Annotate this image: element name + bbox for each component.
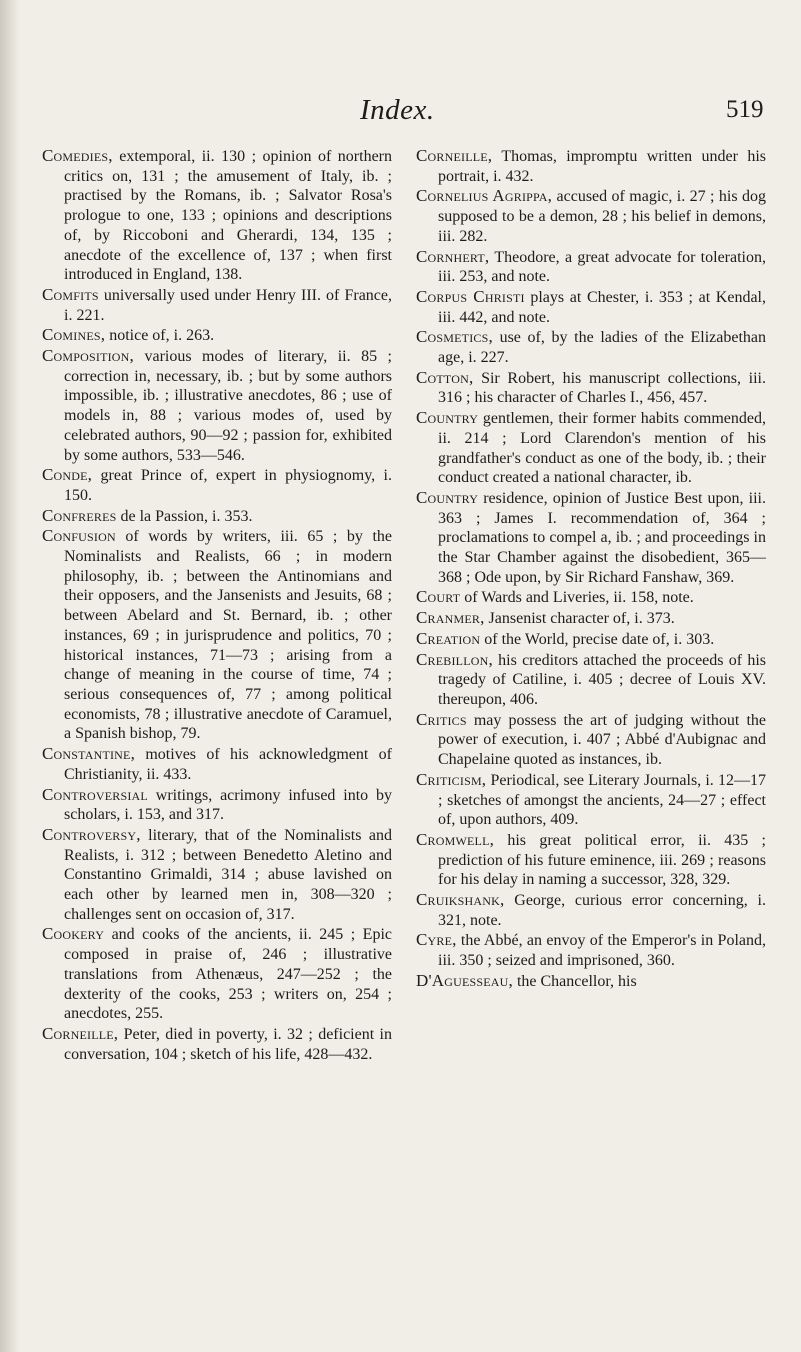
index-entry [416, 650, 766, 710]
index-entry-text: Peter, died in poverty, i. 32 ; deficient in conversation, 104 ; sketch of his life, 428—432. [64, 1025, 392, 1063]
index-entry [416, 247, 766, 287]
index-entry-heading: Comfits [42, 284, 99, 304]
index-entry-text: and cooks of the ancients, ii. 245 ; Epic composed in praise of, 246 ; illustrative translations from Athenæus, 247—252 ; the dexterity of the cooks, 253 ; writers on, 254 ; anecdotes, 255. [64, 926, 392, 1023]
index-entry [416, 770, 766, 830]
index-entry-text: his creditors attached the proceeds of his tragedy of Catiline, i. 405 ; decree of Louis XV. thereupon, 406. [438, 651, 766, 708]
index-entry-text: gentlemen, their former habits commended, ii. 214 ; Lord Clarendon's mention of his grandfather's conduct as one of the body, ib. ; their conduct created a national character, ib. [438, 410, 766, 487]
index-entry [42, 924, 392, 1024]
index-entry [416, 327, 766, 367]
index-columns [42, 146, 766, 1326]
index-entry [42, 146, 392, 285]
index-entry-text: writings, acrimony infused into by scholars, i. 153, and 317. [64, 786, 392, 824]
index-entry-heading: Country [416, 487, 479, 507]
index-entry-heading: Conde, [42, 465, 93, 485]
index-entry [42, 346, 392, 465]
index-entry-heading: Court [416, 587, 461, 607]
index-entry [416, 368, 766, 408]
index-entry [416, 629, 766, 650]
index-entry-heading: Confusion [42, 526, 116, 546]
index-entry-text: residence, opinion of Justice Best upon, iii. 363 ; James I. recommendation of, 364 ; proclamations to compel a, ib. ; and proceedings in the Star Chamber against the disobedient, 365—368 ; Ode upon, by Sir Richard Fanshaw, 369. [438, 489, 766, 586]
index-entry-heading: Corpus Christi [416, 286, 525, 306]
index-entry-heading: Criticism, [416, 769, 487, 789]
index-entry [416, 587, 766, 608]
index-entry-text: use of, by the ladies of the Elizabethan age, i. 227. [438, 329, 766, 367]
page-header [0, 94, 801, 144]
index-entry-heading: Comines, [42, 325, 106, 345]
index-entry-heading: Controversial [42, 784, 148, 804]
index-entry-text: accused of magic, i. 27 ; his dog supposed to be a demon, 28 ; his belief in demons, iii. 282. [438, 188, 766, 245]
index-entry-text: motives of his acknowledgment of Christianity, ii. 433. [64, 746, 392, 783]
index-entry-text: may possess the art of judging without the power of execution, i. 407 ; Abbé d'Aubignac and Chapelaine quoted as instances, ib. [438, 711, 766, 769]
index-entry [42, 825, 392, 925]
index-entry-heading: Country [416, 408, 479, 428]
index-entry-heading: Cranmer, [416, 608, 485, 628]
index-entry-heading: Confreres [42, 505, 117, 525]
index-entry-text: Theodore, a great advocate for toleration, iii. 253, and note. [438, 248, 766, 286]
index-entry-text: various modes of literary, ii. 85 ; correction in, necessary, ib. ; but by some authors impossible, ib. ; illustrative anecdotes, 86 ; use of models in, 88 ; various modes of, used by celebrated authors, 90—92 ; passion for, exhibited by some authors, 533—546. [64, 348, 392, 464]
index-entry-text: notice of, i. 263. [105, 327, 215, 345]
index-entry [416, 186, 766, 246]
index-entry-heading: Critics [416, 709, 467, 729]
index-entry [416, 930, 766, 970]
index-entry-text: Sir Robert, his manuscript collections, iii. 316 ; his character of Charles I., 456, 457. [438, 369, 766, 407]
index-entry-heading: Corneille, [416, 146, 493, 165]
index-entry-heading: Cotton, [416, 367, 474, 387]
index-entry-heading: Comedies, [42, 146, 113, 165]
index-entry-heading: Creation [416, 628, 481, 648]
index-entry [42, 325, 392, 346]
index-entry [416, 890, 766, 930]
index-entry [416, 146, 766, 186]
index-entry [416, 408, 766, 488]
index-entry-heading: Constantine, [42, 744, 136, 764]
index-entry [416, 710, 766, 770]
index-entry [42, 465, 392, 505]
index-entry [42, 506, 392, 527]
index-entry-heading: Cromwell, [416, 829, 495, 849]
index-entry-text: George, curious error concerning, i. 321, note. [438, 892, 766, 929]
index-entry-text: of words by writers, iii. 65 ; by the Nominalists and Realists, 66 ; in modern philosophy, ib. ; between the Antinomians and their opposers, and the Jansenists and Jesuits, 68 ; between Abelard and St. Bernard, ib. ; other instances, 69 ; in jurisprudence and politics, 70 ; historical instances, 71—73 ; arising from a change of meaning in the course of time, 74 ; serious consequences of, 77 ; among political economists, 78 ; illustrative anecdote of Caramuel, a Spanish bishop, 79. [64, 528, 392, 743]
index-entry [42, 285, 392, 325]
index-entry-text: Thomas, impromptu written under his portrait, i. 432. [438, 148, 766, 185]
index-entry-heading: Corneille, [42, 1023, 119, 1043]
index-entry-text: Jansenist character of, i. 373. [484, 610, 675, 628]
page-binding-edge [0, 0, 20, 1352]
index-entry-heading: Cookery [42, 924, 105, 944]
index-column-right [416, 146, 766, 992]
index-entry [42, 785, 392, 825]
index-entry-heading: Cyre, [416, 930, 457, 950]
index-entry-text: the Chancellor, his [512, 972, 637, 990]
index-entry-text: universally used under Henry III. of France, i. 221. [64, 286, 392, 324]
index-entry [416, 608, 766, 629]
index-entry-text: de la Passion, i. 353. [116, 507, 253, 525]
index-entry [416, 488, 766, 588]
index-entry-heading: Composition, [42, 346, 134, 366]
index-entry-heading: Cosmetics, [416, 327, 493, 347]
page-number: 519 [726, 96, 764, 123]
index-entry-text: plays at Chester, i. 353 ; at Kendal, iii. 442, and note. [438, 288, 766, 326]
index-entry-heading: Controversy, [42, 824, 141, 844]
index-entry [416, 287, 766, 327]
index-entry [416, 971, 766, 992]
index-column-left [42, 146, 392, 1064]
index-entry-text: of the World, precise date of, i. 303. [480, 630, 715, 648]
index-entry [42, 744, 392, 784]
index-entry-text: the Abbé, an envoy of the Emperor's in Poland, iii. 350 ; seized and imprisoned, 360. [438, 932, 766, 970]
index-entry-text: extemporal, ii. 130 ; opinion of northern critics on, 131 ; the amusement of Italy, ib. ; practised by the Romans, ib. ; Salvator Rosa's prologue to one, 133 ; opinions and descriptions of, by Riccoboni and Gherardi, 134, 135 ; anecdote of the excellence of, 137 ; when first introduced in England, 138. [64, 148, 392, 284]
index-entry-heading: Cornelius Agrippa, [416, 186, 553, 206]
index-entry-heading: Crebillon, [416, 649, 493, 669]
index-entry [416, 830, 766, 890]
index-entry-text: literary, that of the Nominalists and Realists, i. 312 ; between Benedetto Aletino and Constantino Grimaldi, 314 ; abuse lavished on each other by learned men in, 308—320 ; challenges sent on occasion of, 317. [64, 826, 392, 923]
index-entry-text: of Wards and Liveries, ii. 158, note. [460, 589, 694, 607]
index-entry-text: Periodical, see Literary Journals, i. 12—17 ; sketches of amongst the ancients, 24—27 ; effect of, upon authors, 409. [438, 771, 766, 829]
index-entry-text: his great political error, ii. 435 ; prediction of his future eminence, iii. 269 ; reasons for his delay in naming a successor, 328, 329. [438, 831, 766, 889]
running-title: Index. [360, 94, 435, 126]
index-entry-heading: D'Aguesseau, [416, 970, 513, 990]
index-entry-heading: Cornhert, [416, 246, 490, 266]
index-entry-heading: Cruikshank, [416, 890, 505, 910]
index-entry-text: great Prince of, expert in physiognomy, i. 150. [64, 467, 392, 504]
index-entry [42, 526, 392, 744]
index-entry [42, 1024, 392, 1064]
